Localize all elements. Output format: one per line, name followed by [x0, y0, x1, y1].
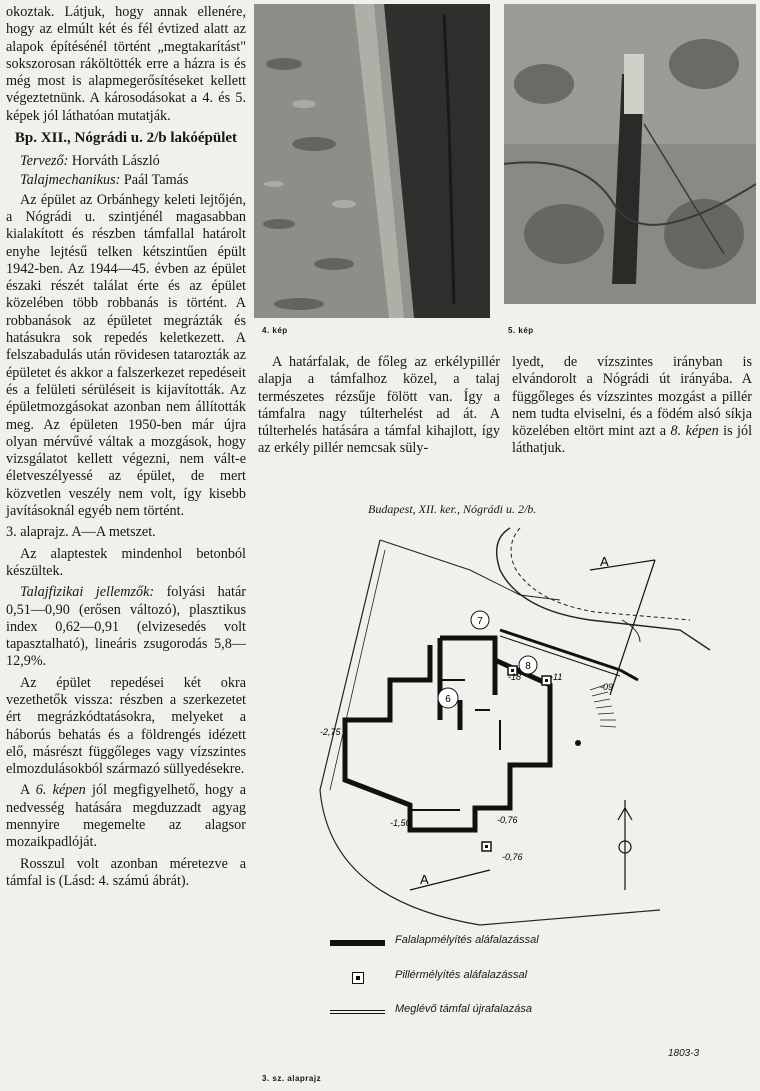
- soil-paragraph: Talajfizikai jellemzők: folyási határ 0,51—0,90 (erősen változó), plasztikus index 0,62—0,91 (elvizesedés volt tapasztalható), lineáris zsugorodás 5,8—12,9%.: [6, 584, 247, 670]
- site-boundary: [320, 540, 660, 925]
- site-boundary-inner: [330, 550, 385, 790]
- article-heading: Bp. XII., Nógrádi u. 2/b lakóépület: [14, 130, 238, 147]
- designer-credit: Tervező: Horváth László: [20, 153, 160, 170]
- circle-label-6: 6: [445, 694, 451, 705]
- section-mark-bottom: A: [420, 872, 429, 887]
- plan-title: Budapest, XII. ker., Nógrádi u. 2/b.: [368, 502, 537, 516]
- middle-paragraph-b: lyedt, de vízszintes irányban is elvándorolt a Nógrádi út irányába. A függőleges és vízszintes mozgást a pillér nem tudta elviselni, és a födém alsó síkja közelében eltört mint azt a 8. képen is jól láthatjuk.: [512, 354, 753, 457]
- circle-label-8: 8: [525, 661, 531, 672]
- dim-label-2: -11: [550, 672, 563, 682]
- photo-4: [254, 4, 490, 318]
- dim-label-1: -18: [508, 672, 522, 682]
- dim-label-3: -09: [600, 682, 614, 692]
- dim-label-5: -1,50: [390, 818, 411, 828]
- plan-reference: 3. alaprajz. A—A metszet.: [6, 524, 156, 541]
- legend-pillar: Pillérmélyítés aláfalazással: [395, 969, 528, 981]
- middle-text-b: [512, 354, 752, 458]
- photo-4-caption: 4. kép: [262, 326, 288, 335]
- plan-code: 1803-3: [668, 1048, 700, 1059]
- cracks-paragraph: Az épület repedései két okra vezethetők vissza: részben a szerkezetet ért megrázkódtatásokra, melyeket a háborús behatás és a földrengés idézett elő, másrészt függőleges vagy vízszintes elmozdulásokból származó süllyedésekre.: [6, 674, 246, 778]
- middle-paragraph-a: A határfalak, de főleg az erkélypillér alapja a támfalhoz közel, a talaj természetes rézsűje fölött van. Így a támfalra nagy túlterhelést ad át. A túlterhelés hatására a támfal kihajlott, így az erkély pillér nemcsak süly-: [258, 354, 500, 457]
- plan-caption: 3. sz. alaprajz: [262, 1074, 322, 1083]
- left-column: [6, 4, 246, 890]
- history-paragraph: Az épület az Orbánhegy keleti lejtőjén, a Nógrádi u. szintjénél magasabban kialakított és részben támfallal határolt enyhe lejtésű telken kétszintűen épült 1942-ben. Az 1944—45. évben az épület északi részét találat érte és az épület közelében több robbanás is történt. A robbanások az épületet megrázták és hatásukra sok repedés keletkezett. A felszabadulás után rövidesen tatarozták az épületet és akkor a falszerkezet repedéseit és a felületi sérüléseit is kijavították. Az épületmozgásokat azonban nem állították meg. Az épületen 1950-ben már újra olyan mérvűvé váltak a mozgások, hogy vizsgálatot kellett végezni, nem vált-e életveszélyessé az épület, de mert közvetlen veszély nem volt, így kisebb javításoknál egyéb nem történt.: [6, 191, 246, 520]
- photo-4-image: [254, 4, 490, 318]
- road-edge: [497, 528, 710, 650]
- section-mark-top: A: [600, 554, 609, 569]
- floor-paragraph: A 6. képen jól megfigyelhető, hogy a nedvesség hatására megduzzadt agyag mennyire megemelte az alagsor mozaikpadlóját.: [6, 782, 246, 851]
- intro-paragraph: okoztak. Látjuk, hogy annak ellenére, hogy az elmúlt két és fél évtized alatt az alapok építésénél történt „megtakarítást" sokszorosan ráköltötték erre a házra is és még most is alapmegerősítéseket kellett végeztetnünk. A károsodásokat a 4. és 5. képek jól láthatóan mutatják.: [6, 4, 246, 124]
- legend-swatch-wall: [330, 1010, 385, 1014]
- soil-credit: Talajmechanikus: Paál Tamás: [20, 172, 189, 189]
- legend-footing: Falalapmélyítés aláfalazással: [395, 934, 539, 946]
- north-arrow-icon: [618, 800, 632, 890]
- dim-label-7: -0,76: [502, 852, 523, 862]
- site-boundary-top: [380, 540, 560, 600]
- middle-text-a: [258, 354, 500, 458]
- foundation-paragraph: Az alaptestek mindenhol betonból készültek.: [6, 545, 246, 579]
- circle-label-7: 7: [477, 616, 483, 627]
- photo-5: [504, 4, 756, 304]
- road-dashed: [511, 528, 690, 620]
- photo-5-image: [504, 4, 756, 304]
- dim-label-6: -0,76: [497, 815, 518, 825]
- legend-swatch-pillar: [352, 972, 364, 984]
- point-marker: [575, 740, 581, 746]
- legend-swatch-footing: [330, 940, 385, 946]
- floor-plan: [260, 520, 760, 940]
- retaining-wall-paragraph: Rosszul volt azonban méretezve a támfal is (Lásd: 4. számú ábrát).: [6, 855, 246, 889]
- dim-label-4: -2,75: [320, 727, 341, 737]
- photo-5-caption: 5. kép: [508, 326, 534, 335]
- legend-wall: Meglévő támfal újrafalazása: [395, 1003, 532, 1015]
